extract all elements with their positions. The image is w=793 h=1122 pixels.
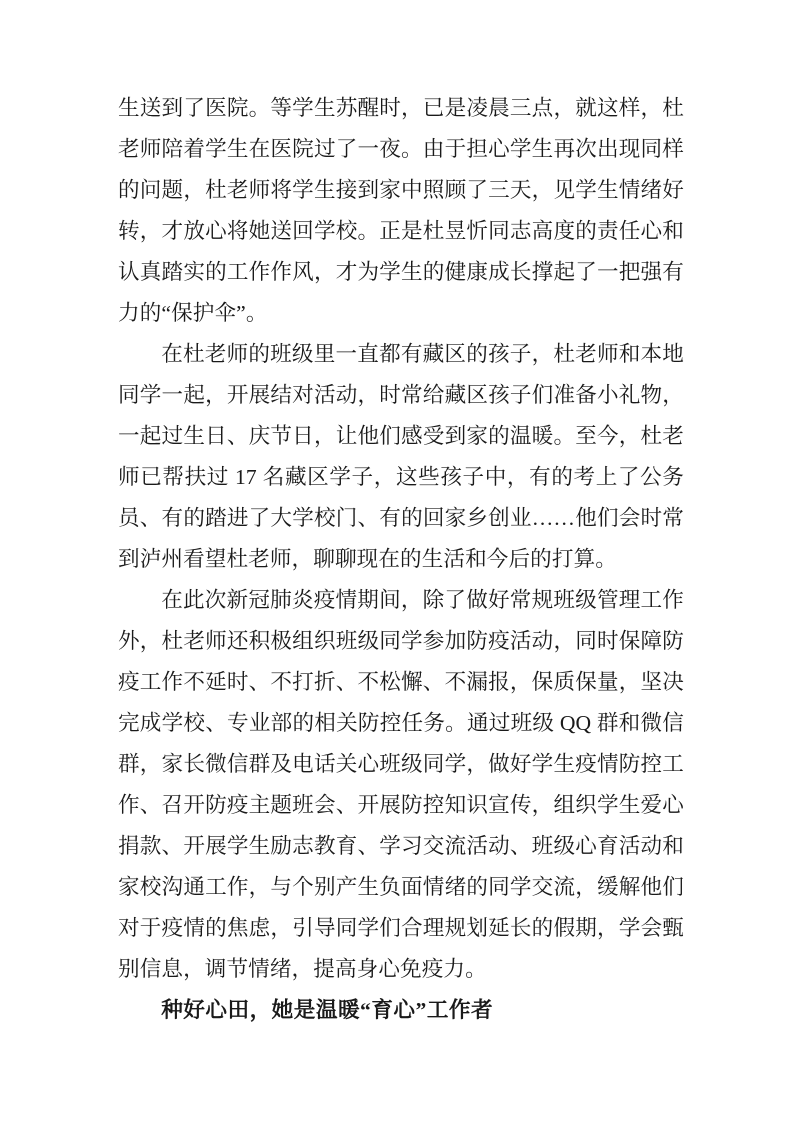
body-paragraph: 在杜老师的班级里一直都有藏区的孩子，杜老师和本地同学一起，开展结对活动，时常给藏区孩子们准备小礼物，一起过生日、庆节日，让他们感受到家的温暖。至今，杜老师已帮扶过 17 名藏区学子，这些孩子中，有的考上了公务员、有的踏进了大学校门、有的回家乡创业……他们会时常到泸州看望杜老师，聊聊现在的生活和今后的打算。 (118, 342, 684, 571)
body-paragraph: 在此次新冠肺炎疫情期间，除了做好常规班级管理工作外，杜老师还积极组织班级同学参加防疫活动，同时保障防疫工作不延时、不打折、不松懈、不漏报，保质保量，坚决完成学校、专业部的相关防控任务。通过班级 QQ 群和微信群，家长微信群及电话关心班级同学，做好学生疫情防控工作、召开防疫主题班会、开展防控知识宣传，组织学生爱心捐款、开展学生励志教育、学习交流活动、班级心育活动和家校沟通工作，与个别产生负面情绪的同学交流，缓解他们对于疫情的焦虑，引导同学们合理规划延长的假期，学会甄别信息，调节情绪，提高身心免疫力。 (118, 588, 684, 981)
section-heading: 种好心田，她是温暖“育心”工作者 (161, 998, 494, 1022)
body-paragraph-continuation: 生送到了医院。等学生苏醒时，已是凌晨三点，就这样，杜老师陪着学生在医院过了一夜。由于担心学生再次出现同样的问题，杜老师将学生接到家中照顾了三天，见学生情绪好转，才放心将她送回学校。正是杜昱忻同志高度的责任心和认真踏实的工作作风，才为学生的健康成长撑起了一把强有力的“保护伞”。 (118, 96, 684, 325)
